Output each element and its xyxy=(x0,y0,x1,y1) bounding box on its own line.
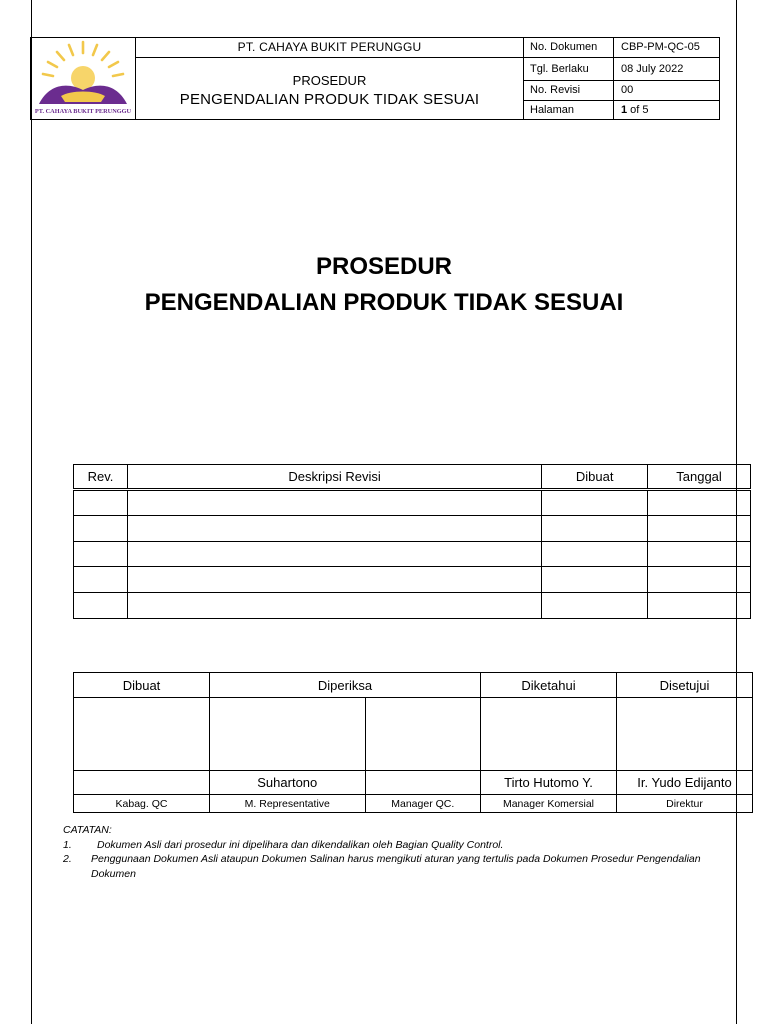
rev-header-description: Deskripsi Revisi xyxy=(127,465,541,490)
main-title-line2: PENGENDALIAN PRODUK TIDAK SESUAI xyxy=(144,289,624,316)
position-row xyxy=(74,795,753,813)
header-title-line1: PROSEDUR xyxy=(292,72,367,88)
table-row xyxy=(74,593,751,619)
signer-name: Ir. Yudo Edijanto xyxy=(617,771,753,795)
company-name: PT. CAHAYA BUKIT PERUNGGU xyxy=(136,38,524,58)
note-number: 1. xyxy=(63,838,72,851)
rev-header-rev: Rev. xyxy=(74,465,128,490)
revision-table xyxy=(73,464,751,619)
signer-position: Kabag. QC xyxy=(74,795,210,813)
note-item xyxy=(63,852,723,881)
field-value-page xyxy=(614,100,720,120)
logo-cell xyxy=(31,38,136,120)
field-value-doc-number: CBP-PM-QC-05 xyxy=(614,38,720,58)
signer-position: Manager QC. xyxy=(365,795,480,813)
field-value-effective-date: 08 July 2022 xyxy=(614,57,720,81)
signer-position: Manager Komersial xyxy=(481,795,617,813)
signer-name xyxy=(365,771,480,795)
signature-box xyxy=(210,698,366,771)
signature-row xyxy=(74,698,753,771)
field-label-effective-date: Tgl. Berlaku xyxy=(524,57,614,81)
appr-header-acknowledged: Diketahui xyxy=(481,673,617,698)
rev-header-created: Dibuat xyxy=(542,465,648,490)
signature-box xyxy=(617,698,753,771)
table-row xyxy=(74,490,751,516)
notes-title: CATATAN: xyxy=(63,824,112,836)
field-value-revision: 00 xyxy=(614,81,720,101)
note-item xyxy=(63,838,723,853)
header-title xyxy=(136,57,524,120)
name-row xyxy=(74,771,753,795)
signer-name: Tirto Hutomo Y. xyxy=(481,771,617,795)
notes xyxy=(63,823,723,881)
main-title-line1: PROSEDUR xyxy=(315,253,453,280)
signer-name: Suhartono xyxy=(210,771,366,795)
field-label-page: Halaman xyxy=(524,100,614,120)
logo-text: PT. CAHAYA BUKIT PERUNGGU xyxy=(34,108,132,115)
table-row xyxy=(74,541,751,567)
signer-name xyxy=(74,771,210,795)
note-text: Penggunaan Dokumen Asli ataupun Dokumen Salinan harus mengikuti aturan yang tertulis pada Dokumen Prosedur Pengendalian Dokumen xyxy=(91,853,701,880)
approval-table xyxy=(73,672,753,813)
rev-header-date: Tanggal xyxy=(648,465,751,490)
appr-header-created: Dibuat xyxy=(74,673,210,698)
signer-position: M. Representative xyxy=(210,795,366,813)
company-logo xyxy=(31,38,135,116)
field-label-revision: No. Revisi xyxy=(524,81,614,101)
signature-box xyxy=(481,698,617,771)
signer-position: Direktur xyxy=(617,795,753,813)
appr-header-checked: Diperiksa xyxy=(210,673,481,698)
table-row xyxy=(74,515,751,541)
header-title-line2: PENGENDALIAN PRODUK TIDAK SESUAI xyxy=(179,90,480,108)
note-text: Dokumen Asli dari prosedur ini dipelihara dan dikendalikan oleh Bagian Quality Control. xyxy=(97,838,504,851)
field-label-doc-number: No. Dokumen xyxy=(524,38,614,58)
page-total: of 5 xyxy=(627,103,649,116)
signature-box xyxy=(74,698,210,771)
signature-box xyxy=(365,698,480,771)
table-row xyxy=(74,567,751,593)
document-header xyxy=(30,37,720,120)
appr-header-approved: Disetujui xyxy=(617,673,753,698)
page-current: 1 xyxy=(621,103,628,116)
note-number: 2. xyxy=(63,853,72,865)
